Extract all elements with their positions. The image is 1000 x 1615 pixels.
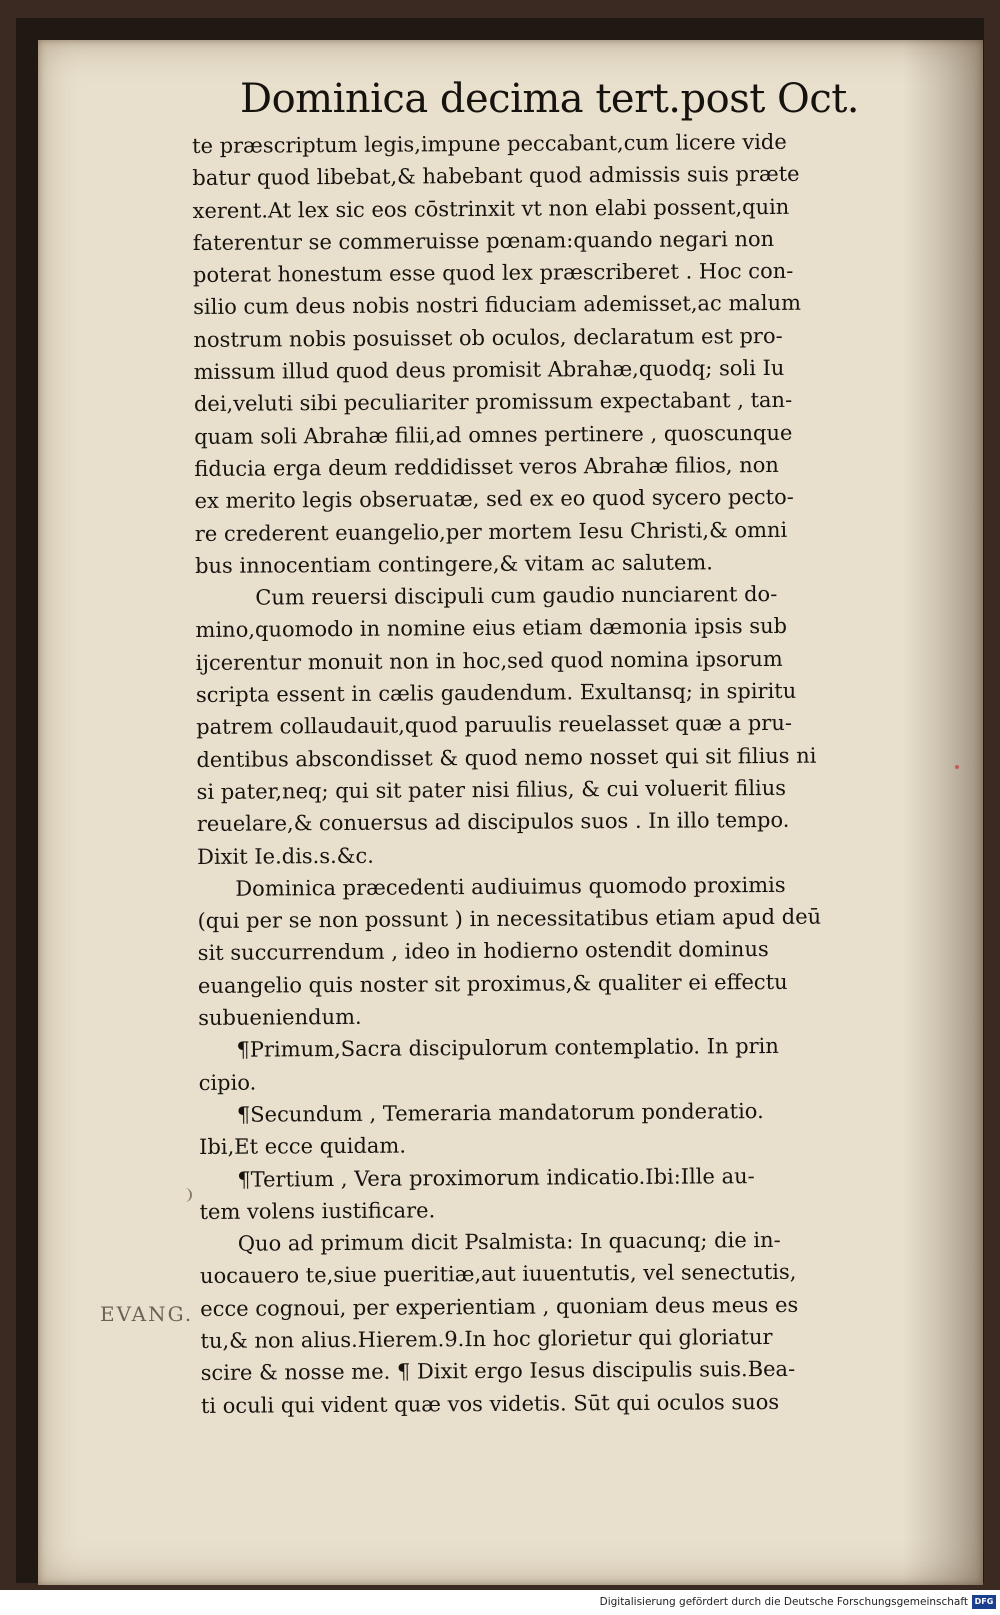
pilcrow-point-line: ¶Secundum , Temeraria mandatorum ponderatio.	[236, 1098, 764, 1127]
text-line: re crederent euangelio,per mortem Iesu Christi,& omni	[194, 517, 788, 546]
text-line: si pater,neq; qui sit pater nisi filius, & cui voluerit filius	[196, 775, 787, 804]
text-line: Ibi,Et ecce quidam.	[199, 1133, 407, 1160]
paragraph-start-line: Dominica præcedenti audiuimus quomodo proximis	[235, 872, 786, 901]
text-line: scripta essent in cælis gaudendum. Exultansq; in spiritu	[195, 678, 797, 708]
text-line: bus innocentiam contingere,& vitam ac salutem.	[194, 550, 713, 578]
text-line: poterat honestum esse quod lex præscriberet . Hoc con-	[192, 258, 794, 288]
funding-credit: Digitalisierung gefördert durch die Deutsche Forschungsgemeinschaft	[599, 1596, 968, 1608]
text-line: euangelio quis noster sit proximus,& qualiter ei effectu	[197, 969, 788, 998]
text-line: dei,veluti sibi peculiariter promissum expectabant , tan-	[193, 388, 793, 417]
text-line: (qui per se non possunt ) in necessitatibus etiam apud deū	[197, 904, 822, 934]
running-header: Dominica decima tert.post Oct.	[240, 76, 860, 122]
text-line: te præscriptum legis,impune peccabant,cum licere vide	[192, 129, 787, 158]
text-line: dentibus abscondisset & quod nemo nosset qui sit filius ni	[196, 743, 817, 772]
text-line: patrem collaudauit,quod paruulis reuelasset quæ a pru-	[196, 711, 793, 740]
text-line: scire & nosse me. ¶ Dixit ergo Iesus discipulis suis.Bea-	[200, 1357, 796, 1386]
text-line: missum illud quod deus promisit Abrahæ,quodq; soli Iu	[193, 355, 785, 385]
text-line: uocauero te,siue pueritiæ,aut iuuentutis, vel senectutis,	[199, 1260, 797, 1289]
text-line: Dixit Ie.dis.s.&c.	[196, 843, 374, 869]
paragraph-start-line: Cum reuersi discipuli cum gaudio nunciarent do-	[255, 582, 778, 610]
text-line: ecce cognoui, per experientiam , quoniam deus meus es	[200, 1292, 799, 1321]
text-line: ex merito legis obseruatæ, sed ex eo quod sycero pecto-	[194, 485, 794, 514]
text-line: mino,quomodo in nomine eius etiam dæmonia ipsis sub	[195, 614, 788, 643]
text-line: cipio.	[198, 1070, 257, 1095]
text-line: ijcerentur monuit non in hoc,sed quod nomina ipsorum	[195, 646, 783, 675]
text-line: silio cum deus nobis nostri fiduciam ademisset,ac malum	[193, 291, 802, 320]
dfg-logo-icon: DFG	[972, 1595, 996, 1609]
pilcrow-point-line: ¶Tertium , Vera proximorum indicatio.Ibi:Ille au-	[237, 1163, 755, 1192]
text-line: reuelare,& conuersus ad discipulos suos . In illo tempo.	[196, 808, 790, 837]
text-line: xerent.At lex sic eos cōstrinxit vt non elabi possent,quin	[192, 194, 790, 223]
text-line: sit succurrendum , ideo in hodierno ostendit dominus	[197, 937, 769, 966]
margin-note: EVANG.	[100, 1302, 194, 1326]
text-line: nostrum nobis posuisset ob oculos, declaratum est pro-	[193, 323, 783, 352]
text-line: quam soli Abrahæ filii,ad omnes pertinere , quoscunque	[194, 420, 793, 449]
text-line: tem volens iustificare.	[199, 1198, 436, 1224]
text-line: fiducia erga deum reddidisset veros Abrahæ filios, non	[194, 452, 779, 481]
pilcrow-point-line: ¶Primum,Sacra discipulorum contemplatio. In prin	[236, 1034, 779, 1063]
footer-bar	[0, 1590, 1000, 1615]
text-line: ti oculi qui vident quæ vos videtis. Sūt qui oculos suos	[200, 1389, 780, 1418]
red-ink-spot	[955, 765, 959, 769]
text-line: batur quod libebat,& habebant quod admissis suis præte	[192, 162, 800, 191]
paragraph-start-line: Quo ad primum dicit Psalmista: In quacunq; die in-	[237, 1228, 781, 1256]
text-line: faterentur se commeruisse pœnam:quando negari non	[192, 226, 775, 255]
text-line: subueniendum.	[198, 1004, 362, 1030]
text-line: tu,& non alius.Hierem.9.In hoc glorietur qui gloriatur	[200, 1324, 773, 1353]
page-body-text	[192, 125, 921, 1422]
